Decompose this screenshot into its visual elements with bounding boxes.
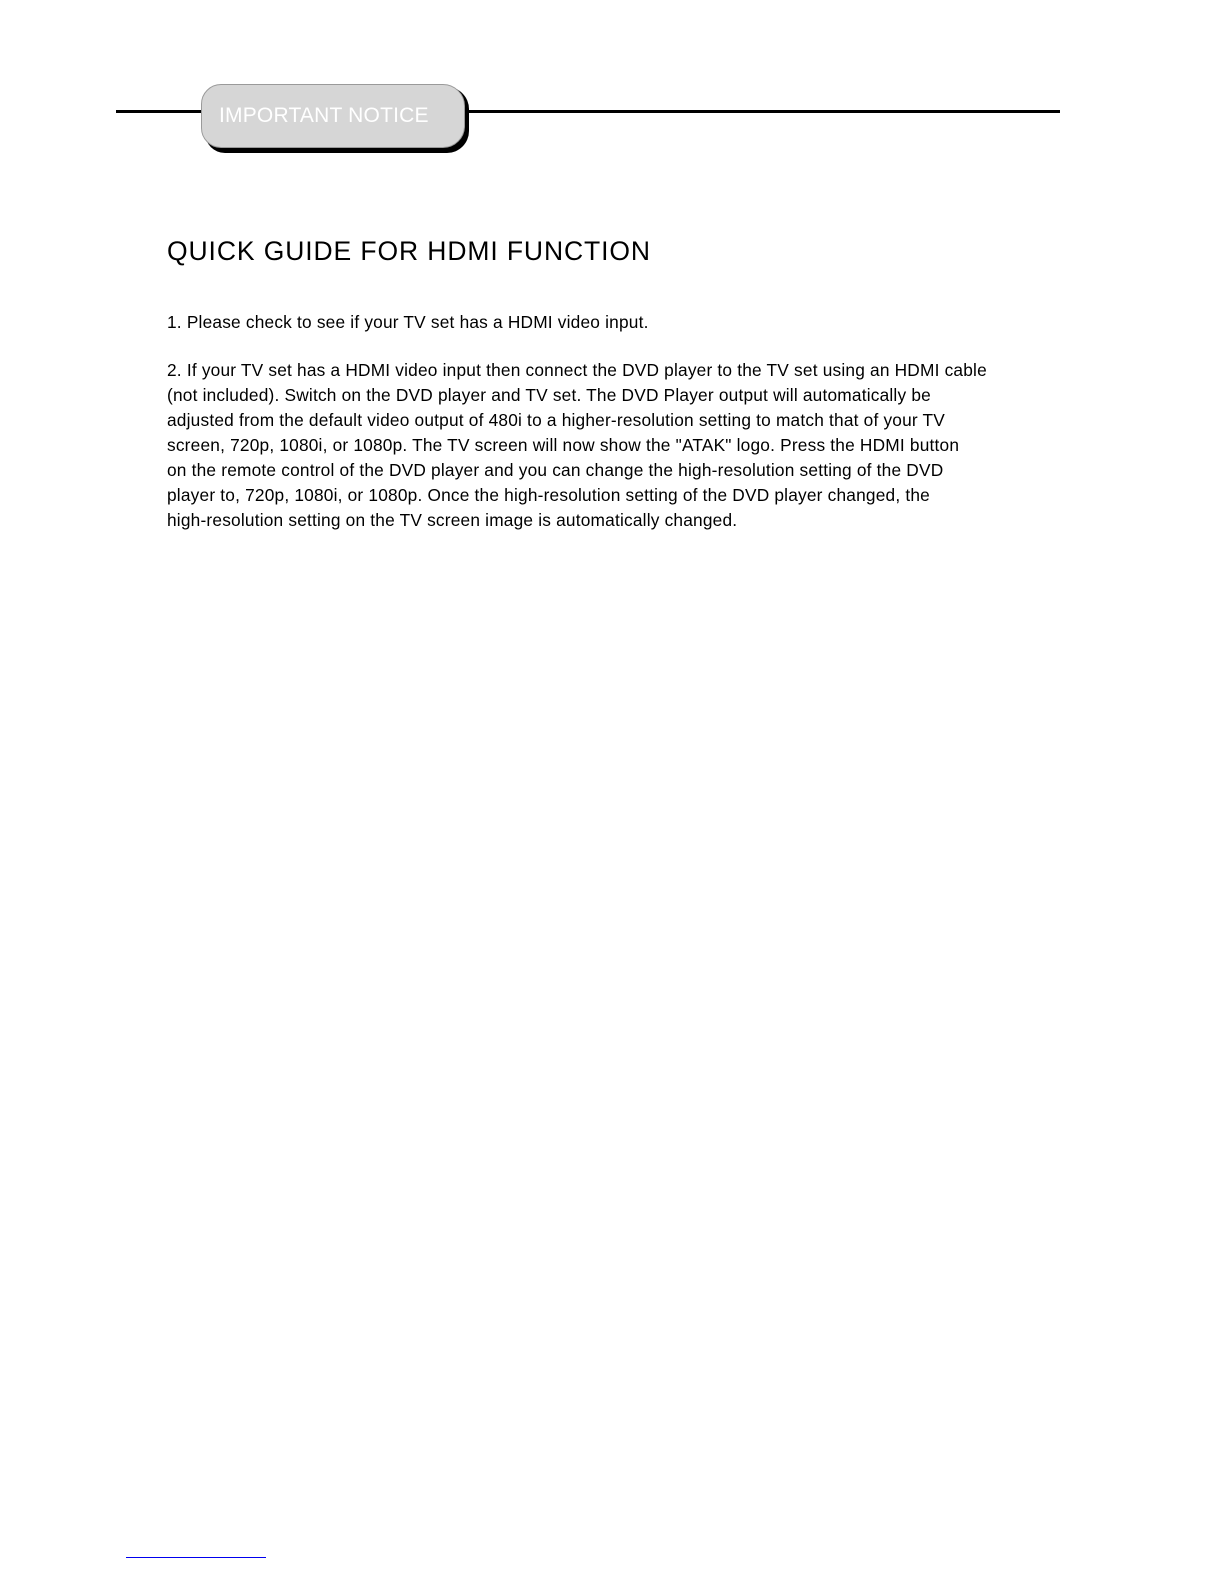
instruction-step-2-line: 2. If your TV set has a HDMI video input then connect the DVD player to the TV set using an HDMI cable xyxy=(167,360,987,380)
page-title: QUICK GUIDE FOR HDMI FUNCTION xyxy=(167,236,651,266)
instruction-step-2-line: screen, 720p, 1080i, or 1080p. The TV screen will now show the "ATAK" logo. Press the HDMI button xyxy=(167,435,960,455)
instruction-step-2-line: high-resolution setting on the TV screen image is automatically changed. xyxy=(167,510,738,530)
instruction-step-2-line: adjusted from the default video output of 480i to a higher-resolution setting to match that of your TV xyxy=(167,410,946,430)
notice-tab-label: IMPORTANT NOTICE xyxy=(219,104,429,127)
footer-link-underline[interactable] xyxy=(126,1557,266,1558)
instruction-step-2-line: on the remote control of the DVD player and you can change the high-resolution setting of the DVD xyxy=(167,460,944,480)
instruction-step-1: 1. Please check to see if your TV set has a HDMI video input. xyxy=(167,312,649,332)
instruction-step-2-line: player to, 720p, 1080i, or 1080p. Once the high-resolution setting of the DVD player changed, the xyxy=(167,485,930,505)
instruction-step-2 xyxy=(167,358,987,533)
instruction-step-2-line: (not included). Switch on the DVD player and TV set. The DVD Player output will automatically be xyxy=(167,385,931,405)
